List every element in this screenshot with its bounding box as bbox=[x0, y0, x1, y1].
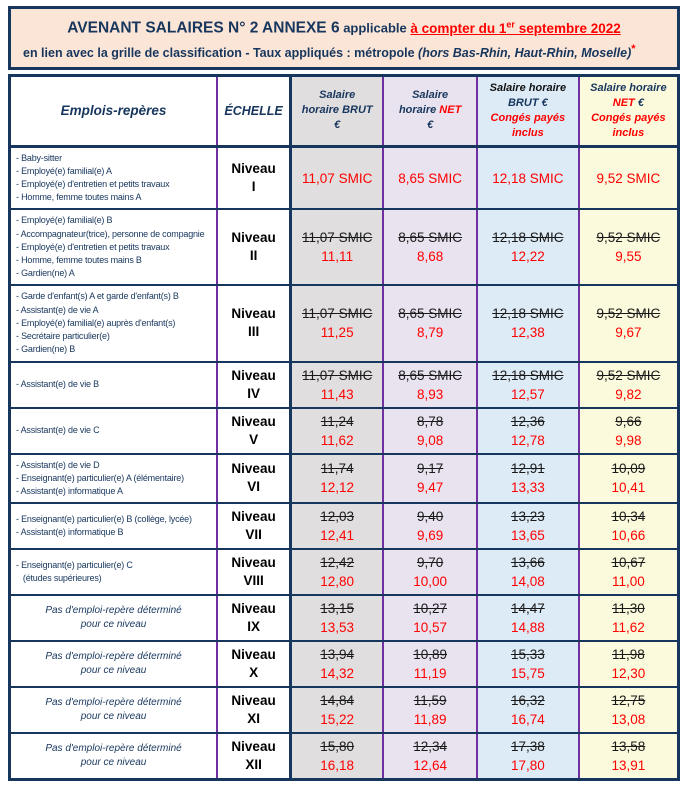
level-word: Niveau bbox=[231, 306, 276, 322]
new-value: 8,93 bbox=[416, 386, 444, 402]
old-value-struck: 12,42 bbox=[320, 555, 355, 571]
new-value: 11,19 bbox=[413, 666, 447, 682]
old-value-struck: 9,52 SMIC bbox=[596, 306, 661, 322]
value-cell-net-conges bbox=[579, 503, 679, 549]
job-line: - Employé(e) d'entretien et petits travaux bbox=[16, 241, 170, 252]
level-cell bbox=[217, 733, 291, 780]
value-cell-brut-conges bbox=[477, 595, 579, 641]
table-row bbox=[10, 641, 679, 687]
level-cell bbox=[217, 209, 291, 285]
value-cell-net-conges bbox=[579, 285, 679, 361]
table-row bbox=[10, 146, 679, 209]
column-header-brut-conges: Salaire horaire BRUT € Congés payés inclus bbox=[477, 75, 579, 146]
value-cell-brut bbox=[291, 595, 384, 641]
salary-table-header bbox=[10, 75, 679, 146]
new-value: 11,25 bbox=[320, 325, 354, 341]
new-value: 9,82 bbox=[615, 386, 642, 402]
table-row bbox=[10, 285, 679, 361]
new-value: 13,33 bbox=[510, 480, 545, 496]
job-line: - Homme, femme toutes mains B bbox=[16, 255, 142, 266]
jobs-cell bbox=[10, 503, 218, 549]
new-value: 14,88 bbox=[510, 620, 545, 636]
value-cell-brut-conges bbox=[477, 285, 579, 361]
new-value: 14,08 bbox=[510, 574, 545, 590]
new-value: 11,07 SMIC bbox=[302, 170, 373, 186]
value-cell-net-conges bbox=[579, 733, 679, 780]
jobs-cell bbox=[10, 454, 218, 504]
value-cell-brut-conges bbox=[477, 454, 579, 504]
jobs-cell bbox=[10, 549, 218, 595]
value-cell-brut-conges bbox=[477, 687, 579, 733]
value-cell-net-conges bbox=[579, 549, 679, 595]
old-value-struck: 9,40 bbox=[416, 509, 444, 525]
old-value-struck: 12,18 SMIC bbox=[492, 306, 564, 322]
value-cell-net bbox=[383, 503, 477, 549]
new-value: 12,41 bbox=[320, 528, 355, 544]
level-word: Niveau bbox=[231, 161, 276, 177]
job-line: - Enseignant(e) particulier(e) B (collège, lycée) bbox=[16, 513, 192, 524]
table-row bbox=[10, 595, 679, 641]
old-value-struck: 15,80 bbox=[320, 739, 355, 755]
jobs-cell bbox=[10, 362, 218, 408]
job-line: - Gardien(ne) B bbox=[16, 344, 76, 355]
job-line: pour ce niveau bbox=[80, 619, 147, 631]
level-numeral: IV bbox=[247, 385, 260, 401]
level-cell bbox=[217, 503, 291, 549]
level-word: Niveau bbox=[231, 230, 276, 246]
new-value: 14,32 bbox=[320, 666, 355, 682]
old-value-struck: 11,24 bbox=[320, 413, 354, 429]
document-title bbox=[21, 14, 667, 39]
level-cell bbox=[217, 595, 291, 641]
level-numeral: VI bbox=[247, 479, 260, 495]
column-header-net: Salaire horaire NET € bbox=[383, 75, 477, 146]
value-cell-brut bbox=[291, 285, 384, 361]
new-value: 16,74 bbox=[510, 712, 545, 728]
salary-table-body bbox=[10, 146, 679, 779]
old-value-struck: 11,59 bbox=[413, 693, 447, 709]
level-numeral: I bbox=[251, 179, 256, 195]
new-value: 17,80 bbox=[510, 758, 545, 774]
job-line: Pas d'emploi-repère déterminé bbox=[45, 651, 182, 663]
jobs-cell bbox=[10, 146, 218, 209]
job-line: pour ce niveau bbox=[80, 757, 147, 769]
table-row bbox=[10, 549, 679, 595]
jobs-cell bbox=[10, 285, 218, 361]
value-cell-net bbox=[383, 408, 477, 454]
level-numeral: X bbox=[249, 665, 259, 681]
old-value-struck: 11,98 bbox=[611, 647, 645, 663]
job-line: pour ce niveau bbox=[80, 711, 147, 723]
value-cell-net bbox=[383, 209, 477, 285]
new-value: 12,78 bbox=[510, 432, 545, 448]
value-cell-brut-conges bbox=[477, 209, 579, 285]
column-header-net-conges: Salaire horaire NET € Congés payés inclus bbox=[579, 75, 679, 146]
old-value-struck: 9,17 bbox=[416, 461, 444, 477]
job-line: - Enseignant(e) particulier(e) C bbox=[16, 559, 133, 570]
value-cell-brut bbox=[291, 454, 384, 504]
value-cell-brut bbox=[291, 146, 384, 209]
job-line: - Employé(e) familial(e) A bbox=[16, 165, 112, 176]
level-cell bbox=[217, 549, 291, 595]
old-value-struck: 10,67 bbox=[611, 555, 646, 571]
column-header-jobs: Emplois-repères bbox=[10, 75, 218, 146]
new-value: 8,68 bbox=[416, 249, 444, 265]
new-value: 9,08 bbox=[416, 432, 444, 448]
level-cell bbox=[217, 146, 291, 209]
jobs-placeholder-cell bbox=[10, 687, 218, 733]
new-value: 10,66 bbox=[611, 528, 646, 544]
old-value-struck: 12,75 bbox=[611, 693, 646, 709]
job-line: Pas d'emploi-repère déterminé bbox=[45, 743, 182, 755]
jobs-placeholder-cell bbox=[10, 595, 218, 641]
new-value: 16,18 bbox=[320, 758, 355, 774]
new-value: 9,98 bbox=[615, 432, 642, 448]
value-cell-brut-conges bbox=[477, 733, 579, 780]
value-cell-brut-conges bbox=[477, 146, 579, 209]
value-cell-brut bbox=[291, 503, 384, 549]
old-value-struck: 10,09 bbox=[611, 461, 646, 477]
old-value-struck: 16,32 bbox=[510, 693, 545, 709]
level-numeral: II bbox=[249, 248, 258, 264]
old-value-struck: 12,18 SMIC bbox=[492, 230, 564, 246]
level-cell bbox=[217, 454, 291, 504]
table-row bbox=[10, 362, 679, 408]
job-line: - Secrétaire particulier(e) bbox=[16, 331, 110, 342]
old-value-struck: 14,47 bbox=[510, 601, 545, 617]
level-numeral: III bbox=[247, 324, 260, 340]
value-cell-brut-conges bbox=[477, 549, 579, 595]
value-cell-net bbox=[383, 549, 477, 595]
new-value: 9,67 bbox=[615, 325, 642, 341]
level-numeral: XII bbox=[245, 757, 262, 773]
value-cell-net bbox=[383, 733, 477, 780]
old-value-struck: 13,58 bbox=[611, 739, 646, 755]
value-cell-brut-conges bbox=[477, 503, 579, 549]
subtitle-asterisk: * bbox=[631, 42, 636, 55]
subtitle-regions: (hors Bas-Rhin, Haut-Rhin, Moselle) bbox=[418, 45, 632, 60]
value-cell-net-conges bbox=[579, 146, 679, 209]
level-cell bbox=[217, 687, 291, 733]
old-value-struck: 9,66 bbox=[615, 413, 642, 429]
column-header-brut: Salaire horaire BRUT € bbox=[291, 75, 384, 146]
value-cell-net-conges bbox=[579, 209, 679, 285]
level-word: Niveau bbox=[231, 413, 276, 429]
value-cell-net bbox=[383, 687, 477, 733]
old-value-struck: 10,27 bbox=[413, 601, 448, 617]
old-value-struck: 10,34 bbox=[611, 509, 646, 525]
old-value-struck: 8,65 SMIC bbox=[398, 230, 463, 246]
old-value-struck: 17,38 bbox=[510, 739, 545, 755]
old-value-struck: 11,30 bbox=[611, 601, 645, 617]
value-cell-net bbox=[383, 362, 477, 408]
jobs-cell bbox=[10, 408, 218, 454]
new-value: 15,75 bbox=[510, 666, 545, 682]
job-line: pour ce niveau bbox=[80, 665, 147, 677]
new-value: 11,62 bbox=[611, 620, 645, 636]
job-line: - Homme, femme toutes mains A bbox=[16, 192, 142, 203]
new-value: 11,89 bbox=[413, 712, 447, 728]
value-cell-net-conges bbox=[579, 595, 679, 641]
new-value: 8,79 bbox=[416, 325, 444, 341]
new-value: 9,69 bbox=[416, 528, 444, 544]
title-main: AVENANT SALAIRES N° 2 ANNEXE 6 bbox=[67, 19, 340, 37]
new-value: 12,30 bbox=[611, 666, 646, 682]
level-numeral: IX bbox=[247, 619, 260, 635]
old-value-struck: 8,65 SMIC bbox=[398, 306, 463, 322]
level-numeral: VII bbox=[245, 527, 262, 543]
value-cell-net bbox=[383, 454, 477, 504]
old-value-struck: 15,33 bbox=[510, 647, 545, 663]
value-cell-brut-conges bbox=[477, 362, 579, 408]
old-value-struck: 13,66 bbox=[510, 555, 545, 571]
value-cell-net bbox=[383, 595, 477, 641]
level-word: Niveau bbox=[231, 509, 276, 525]
new-value: 13,08 bbox=[611, 712, 646, 728]
new-value: 10,00 bbox=[413, 574, 448, 590]
old-value-struck: 12,91 bbox=[510, 461, 545, 477]
old-value-struck: 8,78 bbox=[416, 413, 444, 429]
value-cell-brut-conges bbox=[477, 641, 579, 687]
level-cell bbox=[217, 285, 291, 361]
old-value-struck: 9,52 SMIC bbox=[596, 367, 661, 383]
old-value-struck: 12,36 bbox=[510, 413, 545, 429]
job-line: - Gardien(ne) A bbox=[16, 268, 75, 279]
new-value: 13,91 bbox=[611, 758, 646, 774]
level-word: Niveau bbox=[231, 601, 276, 617]
level-word: Niveau bbox=[231, 461, 276, 477]
value-cell-net-conges bbox=[579, 454, 679, 504]
new-value: 12,18 SMIC bbox=[492, 170, 564, 186]
value-cell-brut bbox=[291, 687, 384, 733]
old-value-struck: 13,94 bbox=[320, 647, 355, 663]
new-value: 15,22 bbox=[320, 712, 355, 728]
old-value-struck: 10,89 bbox=[413, 647, 448, 663]
document-subtitle bbox=[21, 41, 667, 61]
level-word: Niveau bbox=[231, 367, 276, 383]
new-value: 10,57 bbox=[413, 620, 448, 636]
value-cell-net-conges bbox=[579, 687, 679, 733]
old-value-struck: 13,23 bbox=[510, 509, 545, 525]
table-row bbox=[10, 209, 679, 285]
job-line: - Assistant(e) de vie D bbox=[16, 459, 100, 470]
old-value-struck: 11,07 SMIC bbox=[302, 367, 373, 383]
jobs-cell bbox=[10, 209, 218, 285]
new-value: 9,52 SMIC bbox=[596, 170, 661, 186]
table-row bbox=[10, 408, 679, 454]
level-word: Niveau bbox=[231, 739, 276, 755]
old-value-struck: 9,70 bbox=[416, 555, 444, 571]
level-word: Niveau bbox=[231, 693, 276, 709]
jobs-placeholder-cell bbox=[10, 641, 218, 687]
table-row bbox=[10, 454, 679, 504]
old-value-struck: 11,07 SMIC bbox=[302, 306, 373, 322]
job-line: - Enseignant(e) particulier(e) A (élémentaire) bbox=[16, 472, 184, 483]
salary-table bbox=[8, 74, 680, 781]
new-value: 12,64 bbox=[413, 758, 448, 774]
job-line: - Accompagnateur(trice), personne de compagnie bbox=[16, 228, 205, 239]
level-cell bbox=[217, 362, 291, 408]
value-cell-brut bbox=[291, 641, 384, 687]
value-cell-net bbox=[383, 146, 477, 209]
value-cell-net-conges bbox=[579, 362, 679, 408]
table-row bbox=[10, 687, 679, 733]
job-line: Pas d'emploi-repère déterminé bbox=[45, 605, 182, 617]
level-cell bbox=[217, 408, 291, 454]
new-value: 10,41 bbox=[611, 480, 646, 496]
new-value: 13,65 bbox=[510, 528, 545, 544]
job-line: (études supérieures) bbox=[16, 573, 102, 584]
new-value: 11,43 bbox=[320, 386, 354, 402]
level-numeral: VIII bbox=[243, 573, 264, 589]
level-word: Niveau bbox=[231, 647, 276, 663]
value-cell-brut bbox=[291, 362, 384, 408]
value-cell-net-conges bbox=[579, 641, 679, 687]
old-value-struck: 12,34 bbox=[413, 739, 448, 755]
new-value: 11,00 bbox=[611, 574, 645, 590]
table-row bbox=[10, 733, 679, 780]
level-word: Niveau bbox=[231, 555, 276, 571]
old-value-struck: 12,18 SMIC bbox=[492, 367, 564, 383]
new-value: 8,65 SMIC bbox=[398, 170, 463, 186]
old-value-struck: 14,84 bbox=[320, 693, 355, 709]
subtitle-main: en lien avec la grille de classification - Taux appliqués : métropole bbox=[23, 45, 419, 60]
value-cell-brut bbox=[291, 549, 384, 595]
new-value: 13,53 bbox=[320, 620, 355, 636]
job-line: Pas d'emploi-repère déterminé bbox=[45, 697, 182, 709]
value-cell-brut bbox=[291, 209, 384, 285]
new-value: 9,55 bbox=[615, 249, 642, 265]
new-value: 11,11 bbox=[321, 249, 354, 265]
job-line: - Assistant(e) de vie B bbox=[16, 378, 99, 389]
old-value-struck: 11,07 SMIC bbox=[302, 230, 373, 246]
value-cell-net bbox=[383, 641, 477, 687]
job-line: - Assistant(e) de vie A bbox=[16, 304, 99, 315]
title-applicable: applicable bbox=[339, 20, 411, 36]
new-value: 12,22 bbox=[510, 249, 545, 265]
value-cell-net bbox=[383, 285, 477, 361]
job-line: - Garde d'enfant(s) A et garde d'enfant(s) B bbox=[16, 291, 179, 302]
new-value: 12,38 bbox=[510, 325, 545, 341]
old-value-struck: 9,52 SMIC bbox=[596, 230, 661, 246]
value-cell-brut bbox=[291, 408, 384, 454]
new-value: 12,12 bbox=[320, 480, 355, 496]
old-value-struck: 12,03 bbox=[320, 509, 355, 525]
new-value: 11,62 bbox=[320, 432, 354, 448]
old-value-struck: 11,74 bbox=[320, 461, 354, 477]
job-line: - Baby-sitter bbox=[16, 152, 62, 163]
level-numeral: V bbox=[249, 431, 259, 447]
job-line: - Assistant(e) de vie C bbox=[16, 424, 100, 435]
job-line: - Employé(e) familial(e) B bbox=[16, 215, 113, 226]
jobs-placeholder-cell bbox=[10, 733, 218, 780]
job-line: - Assistant(e) informatique A bbox=[16, 485, 123, 496]
job-line: - Assistant(e) informatique B bbox=[16, 527, 124, 538]
new-value: 12,80 bbox=[320, 574, 355, 590]
document-header bbox=[8, 6, 680, 70]
old-value-struck: 13,15 bbox=[320, 601, 355, 617]
old-value-struck: 8,65 SMIC bbox=[398, 367, 463, 383]
new-value: 9,47 bbox=[416, 480, 444, 496]
level-numeral: XI bbox=[247, 711, 260, 727]
table-row bbox=[10, 503, 679, 549]
job-line: - Employé(e) familial(e) auprès d'enfant(s) bbox=[16, 317, 176, 328]
job-line: - Employé(e) d'entretien et petits travaux bbox=[16, 179, 170, 190]
level-cell bbox=[217, 641, 291, 687]
value-cell-net-conges bbox=[579, 408, 679, 454]
column-header-level: ÉCHELLE bbox=[217, 75, 291, 146]
title-effective-date: à compter du 1er septembre 2022 bbox=[410, 19, 621, 36]
value-cell-brut bbox=[291, 733, 384, 780]
new-value: 12,57 bbox=[510, 386, 545, 402]
value-cell-brut-conges bbox=[477, 408, 579, 454]
